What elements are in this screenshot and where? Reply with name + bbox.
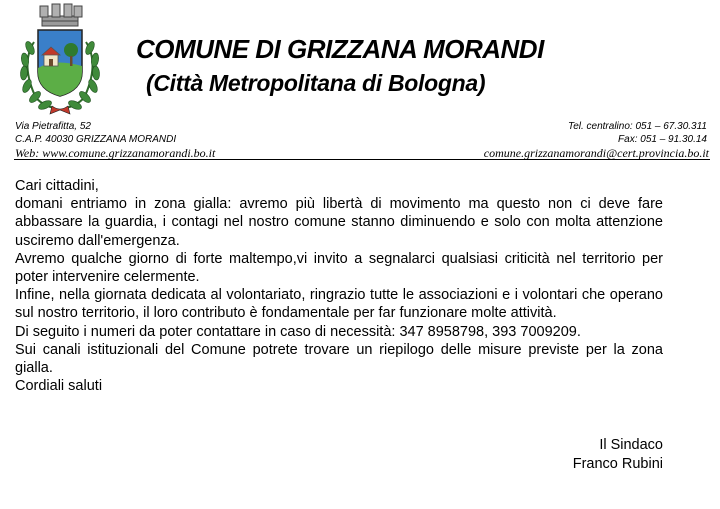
phone-number: Tel. centralino: 051 – 67.30.311 <box>568 121 707 132</box>
letter-paragraph: domani entriamo in zona gialla: avremo più libertà di movimento ma questo non ci deve fare abbassare la guardia, i contagi nel nostro comune stanno diminuendo e solo con molta attenzione usciremo dall'emergenza. <box>15 196 663 249</box>
header-divider <box>14 159 710 160</box>
crown-icon <box>40 4 82 26</box>
letter-body <box>15 177 663 395</box>
letter-paragraph: Di seguito i numeri da poter contattare in caso di necessità: 347 8958798, 393 7009209. <box>15 323 581 340</box>
page-title: COMUNE DI GRIZZANA MORANDI <box>136 34 544 64</box>
address-cap-city: C.A.P. 40030 GRIZZANA MORANDI <box>15 134 177 145</box>
shield-icon <box>38 30 82 96</box>
ribbon-icon <box>50 106 70 114</box>
letter-paragraph: Avremo qualche giorno di forte maltempo,vi invito a segnalarci qualsiasi criticità nel territorio per poter intervenire celermente. <box>15 250 663 286</box>
signature-name: Franco Rubini <box>572 456 663 472</box>
pec-email-link[interactable]: comune.grizzanamorandi@cert.provincia.bo.it <box>483 146 709 160</box>
signature-role: Il Sindaco <box>599 437 663 453</box>
address-street: Via Pietrafitta, 52 <box>15 121 91 132</box>
coat-of-arms-icon <box>14 2 106 118</box>
page-subtitle: (Città Metropolitana di Bologna) <box>146 70 486 96</box>
letter-greeting: Cari cittadini, <box>15 178 99 194</box>
letter-closing: Cordiali saluti <box>15 378 103 395</box>
letter-paragraph: Infine, nella giornata dedicata al volontariato, ringrazio tutte le associazioni e i volontari che operano sul nostro territorio, il loro contributo è fondamentale per far funzionare molte attività. <box>15 287 663 322</box>
letter-paragraph: Sui canali istituzionali del Comune potrete trovare un riepilogo delle misure previste per la zona gialla. <box>15 341 663 377</box>
fax-number: Fax: 051 – 91.30.14 <box>618 134 707 145</box>
website-link[interactable]: Web: www.comune.grizzanamorandi.bo.it <box>15 146 216 160</box>
